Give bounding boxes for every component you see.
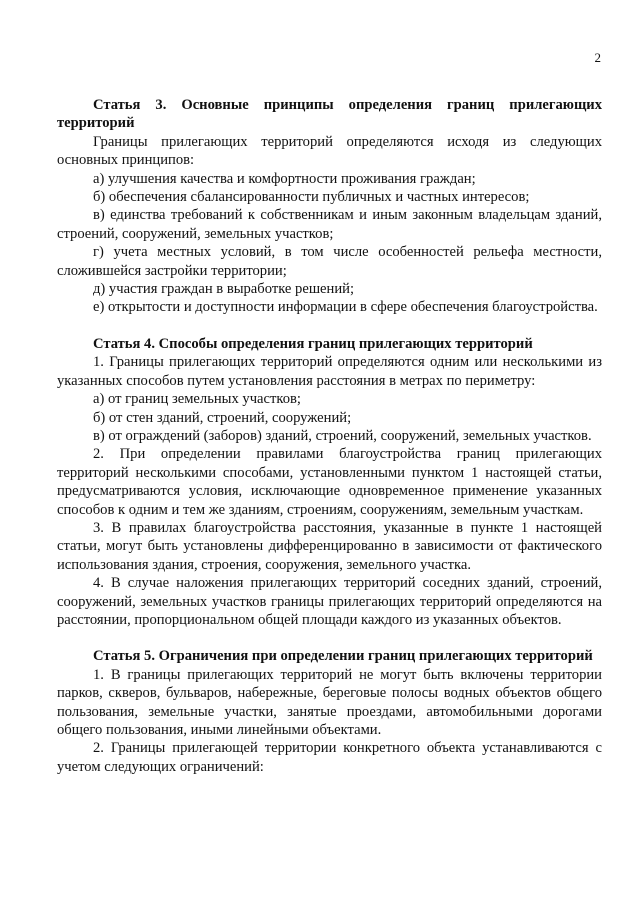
paragraph: Границы прилегающих территорий определяются исходя из следующих основных принципов: (57, 133, 602, 169)
article-5 (57, 647, 602, 776)
list-item: а) улучшения качества и комфортности проживания граждан; (93, 170, 476, 187)
article-3 (57, 96, 602, 317)
list-item: б) обеспечения сбалансированности публичных и частных интересов; (93, 189, 530, 206)
article-heading: Статья 5. Ограничения при определении границ прилегающих территорий (93, 648, 593, 665)
list-item: б) от стен зданий, строений, сооружений; (93, 409, 352, 426)
list-item: д) участия граждан в выработке решений; (93, 281, 355, 298)
paragraph: 1. В границы прилегающих территорий не могут быть включены территории парков, скверов, бульваров, набережные, береговые полосы водных объектов общего пользования, земельные участки, занятые проездами, автомобильными дорогами общего пользования, иными линейными объектами. (57, 666, 602, 738)
section-gap (57, 317, 602, 335)
article-heading: Статья 3. Основные принципы определения границ прилегающих территорий (57, 97, 602, 132)
paragraph: 2. Границы прилегающей территории конкретного объекта устанавливаются с учетом следующих ограничений: (57, 740, 602, 775)
paragraph: 3. В правилах благоустройства расстояния, указанные в пункте 1 настоящей статьи, могут быть установлены дифференцированно в зависимости от фактического использования здания, строения, сооружения, земельного участка. (57, 519, 602, 573)
page-number: 2 (594, 50, 601, 65)
document-body (57, 96, 602, 776)
article-4 (57, 335, 602, 630)
article-heading: Статья 4. Способы определения границ прилегающих территорий (93, 335, 533, 352)
paragraph: 4. В случае наложения прилегающих территорий соседних зданий, строений, сооружений, земельных участков границы прилегающих территорий определяются на расстоянии, пропорциональном общей площади каждого из указанных объектов. (57, 575, 602, 628)
list-item: г) учета местных условий, в том числе особенностей рельефа местности, сложившейся застройки территории; (57, 244, 602, 279)
paragraph: 1. Границы прилегающих территорий определяются одним или несколькими из указанных способов путем установления расстояния в метрах по периметру: (57, 354, 602, 389)
list-item: в) от ограждений (заборов) зданий, строений, сооружений, земельных участков. (93, 427, 592, 444)
list-item: а) от границ земельных участков; (93, 391, 301, 408)
list-item: в) единства требований к собственникам и иным законным владельцам зданий, строений, сооружений, земельных участков; (57, 207, 602, 242)
paragraph: 2. При определении правилами благоустройства границ прилегающих территорий несколькими способами, установленными пунктом 1 настоящей статьи, предусматриваются условия, исключающие одновременное применение указанных способов к одним и тем же зданиям, строениям, сооружениям, земельным участкам. (57, 446, 602, 518)
section-gap (57, 629, 602, 647)
list-item: е) открытости и доступности информации в сфере обеспечения благоустройства. (93, 299, 598, 316)
